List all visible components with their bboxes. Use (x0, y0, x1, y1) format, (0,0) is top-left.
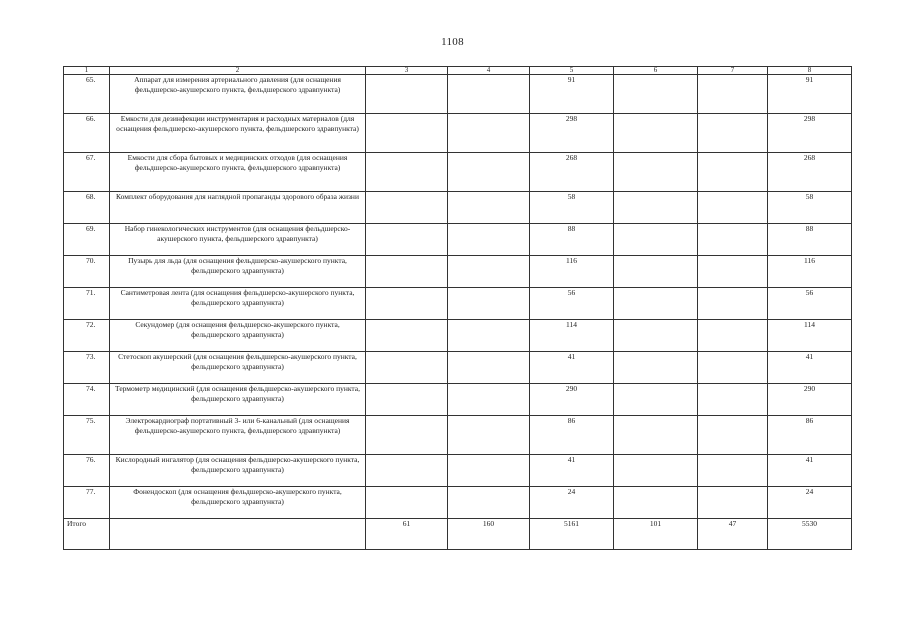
cell-col-6 (614, 75, 698, 114)
column-number: 5 (530, 67, 614, 75)
total-col-5: 5161 (530, 519, 614, 550)
item-name: Емкости для дезинфекции инструментария и расходных материалов (для оснащения фельдшерско-акушерского пункта, фельдшерского здравпункта) (110, 114, 366, 153)
cell-col-4 (448, 192, 530, 224)
cell-col-6 (614, 153, 698, 192)
table-row (64, 224, 852, 256)
cell-col-8: 56 (768, 288, 852, 320)
column-number-row (64, 67, 852, 75)
cell-col-6 (614, 384, 698, 416)
table-row (64, 153, 852, 192)
column-number: 3 (366, 67, 448, 75)
cell-col-7 (698, 487, 768, 519)
cell-col-5: 56 (530, 288, 614, 320)
cell-col-5: 290 (530, 384, 614, 416)
cell-col-3 (366, 320, 448, 352)
cell-col-6 (614, 455, 698, 487)
cell-col-5: 114 (530, 320, 614, 352)
data-table (63, 66, 852, 550)
cell-col-7 (698, 75, 768, 114)
cell-col-4 (448, 114, 530, 153)
table-row (64, 75, 852, 114)
row-number: 71. (64, 288, 110, 320)
cell-col-8: 41 (768, 455, 852, 487)
row-number: 77. (64, 487, 110, 519)
cell-col-3 (366, 153, 448, 192)
cell-col-8: 86 (768, 416, 852, 455)
cell-col-4 (448, 384, 530, 416)
cell-col-8: 114 (768, 320, 852, 352)
cell-col-4 (448, 224, 530, 256)
cell-col-7 (698, 320, 768, 352)
cell-col-6 (614, 487, 698, 519)
cell-col-3 (366, 192, 448, 224)
cell-col-3 (366, 114, 448, 153)
item-name: Фонендоскоп (для оснащения фельдшерско-акушерского пункта, фельдшерского здравпункта) (110, 487, 366, 519)
cell-col-8: 91 (768, 75, 852, 114)
row-number: 70. (64, 256, 110, 288)
column-number: 7 (698, 67, 768, 75)
total-col-8: 5530 (768, 519, 852, 550)
column-number: 8 (768, 67, 852, 75)
cell-col-6 (614, 192, 698, 224)
cell-col-5: 86 (530, 416, 614, 455)
cell-col-5: 41 (530, 455, 614, 487)
table-row (64, 384, 852, 416)
cell-col-3 (366, 416, 448, 455)
cell-col-3 (366, 455, 448, 487)
total-col-3: 61 (366, 519, 448, 550)
cell-col-8: 24 (768, 487, 852, 519)
cell-col-6 (614, 352, 698, 384)
cell-col-6 (614, 320, 698, 352)
row-number: 72. (64, 320, 110, 352)
cell-col-7 (698, 256, 768, 288)
cell-col-3 (366, 256, 448, 288)
row-number: 69. (64, 224, 110, 256)
cell-col-7 (698, 352, 768, 384)
table-row (64, 320, 852, 352)
row-number: 73. (64, 352, 110, 384)
row-number: 65. (64, 75, 110, 114)
item-name: Термометр медицинский (для оснащения фельдшерско-акушерского пункта, фельдшерского здравпункта) (110, 384, 366, 416)
cell-col-4 (448, 288, 530, 320)
item-name: Сантиметровая лента (для оснащения фельдшерско-акушерского пункта, фельдшерского здравпункта) (110, 288, 366, 320)
item-name: Набор гинекологических инструментов (для оснащения фельдшерско-акушерского пункта, фельдшерского здравпункта) (110, 224, 366, 256)
item-name: Емкости для сбора бытовых и медицинских отходов (для оснащения фельдшерско-акушерского пункта, фельдшерского здравпункта) (110, 153, 366, 192)
cell-col-7 (698, 224, 768, 256)
cell-col-7 (698, 288, 768, 320)
cell-col-3 (366, 288, 448, 320)
total-label: Итого (64, 519, 110, 550)
cell-col-5: 58 (530, 192, 614, 224)
cell-col-8: 290 (768, 384, 852, 416)
total-name-cell (110, 519, 366, 550)
cell-col-3 (366, 384, 448, 416)
cell-col-4 (448, 320, 530, 352)
cell-col-7 (698, 192, 768, 224)
cell-col-4 (448, 256, 530, 288)
cell-col-8: 88 (768, 224, 852, 256)
row-number: 74. (64, 384, 110, 416)
row-number: 75. (64, 416, 110, 455)
cell-col-4 (448, 455, 530, 487)
cell-col-5: 41 (530, 352, 614, 384)
cell-col-6 (614, 288, 698, 320)
item-name: Стетоскоп акушерский (для оснащения фельдшерско-акушерского пункта, фельдшерского здравпункта) (110, 352, 366, 384)
page-number: 1108 (441, 36, 464, 48)
total-col-4: 160 (448, 519, 530, 550)
cell-col-8: 268 (768, 153, 852, 192)
cell-col-7 (698, 455, 768, 487)
table-row (64, 416, 852, 455)
row-number: 76. (64, 455, 110, 487)
column-number: 1 (64, 67, 110, 75)
row-number: 66. (64, 114, 110, 153)
total-col-7: 47 (698, 519, 768, 550)
cell-col-5: 91 (530, 75, 614, 114)
item-name: Кислородный ингалятор (для оснащения фельдшерско-акушерского пункта, фельдшерского здравпункта) (110, 455, 366, 487)
cell-col-6 (614, 416, 698, 455)
cell-col-4 (448, 487, 530, 519)
cell-col-8: 58 (768, 192, 852, 224)
cell-col-3 (366, 75, 448, 114)
table-row (64, 288, 852, 320)
cell-col-8: 116 (768, 256, 852, 288)
cell-col-5: 88 (530, 224, 614, 256)
cell-col-7 (698, 153, 768, 192)
column-number: 2 (110, 67, 366, 75)
table-row (64, 192, 852, 224)
item-name: Электрокардиограф портативный 3- или 6-канальный (для оснащения фельдшерско-акушерского пункта, фельдшерского здравпункта) (110, 416, 366, 455)
cell-col-7 (698, 114, 768, 153)
cell-col-6 (614, 256, 698, 288)
cell-col-3 (366, 487, 448, 519)
item-name: Секундомер (для оснащения фельдшерско-акушерского пункта, фельдшерского здравпункта) (110, 320, 366, 352)
table-row (64, 256, 852, 288)
cell-col-5: 116 (530, 256, 614, 288)
table-row (64, 114, 852, 153)
cell-col-6 (614, 224, 698, 256)
row-number: 68. (64, 192, 110, 224)
cell-col-5: 24 (530, 487, 614, 519)
cell-col-8: 41 (768, 352, 852, 384)
cell-col-4 (448, 75, 530, 114)
cell-col-8: 298 (768, 114, 852, 153)
total-col-6: 101 (614, 519, 698, 550)
table-row (64, 455, 852, 487)
item-name: Комплект оборудования для наглядной пропаганды здорового образа жизни (110, 192, 366, 224)
item-name: Аппарат для измерения артериального давления (для оснащения фельдшерско-акушерского пункта, фельдшерского здравпункта) (110, 75, 366, 114)
total-row (64, 519, 852, 550)
table-row (64, 487, 852, 519)
cell-col-4 (448, 416, 530, 455)
item-name: Пузырь для льда (для оснащения фельдшерско-акушерского пункта, фельдшерского здравпункта) (110, 256, 366, 288)
cell-col-6 (614, 114, 698, 153)
cell-col-7 (698, 384, 768, 416)
table-row (64, 352, 852, 384)
cell-col-4 (448, 153, 530, 192)
column-number: 6 (614, 67, 698, 75)
cell-col-5: 268 (530, 153, 614, 192)
cell-col-3 (366, 224, 448, 256)
cell-col-3 (366, 352, 448, 384)
cell-col-4 (448, 352, 530, 384)
cell-col-7 (698, 416, 768, 455)
cell-col-5: 298 (530, 114, 614, 153)
row-number: 67. (64, 153, 110, 192)
column-number: 4 (448, 67, 530, 75)
